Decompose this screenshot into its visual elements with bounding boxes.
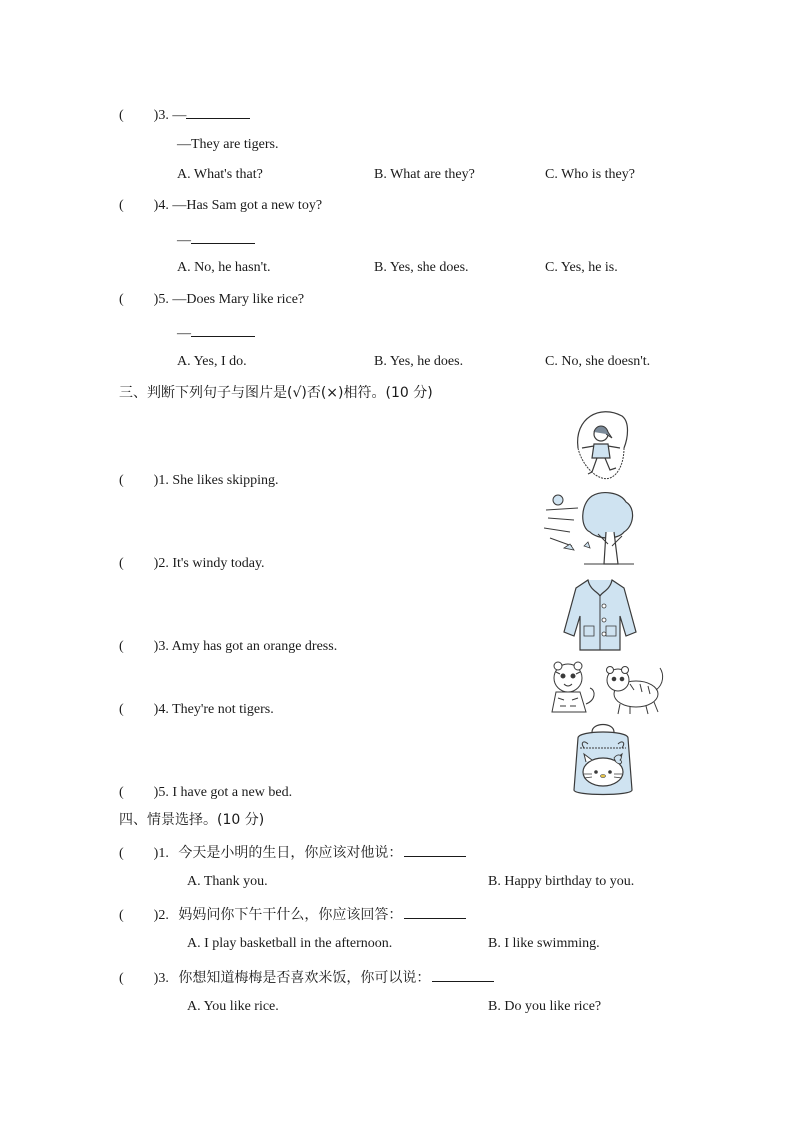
answer-blank[interactable] xyxy=(191,322,255,337)
question-number: 3. xyxy=(158,971,169,986)
scenario-2-option-b[interactable]: B. I like swimming. xyxy=(488,936,600,951)
question-number: 1. xyxy=(158,473,169,488)
school-bag-icon xyxy=(570,722,636,800)
sentence-text: Amy has got an orange dress. xyxy=(171,639,338,654)
q5-option-b[interactable]: B. Yes, he does. xyxy=(374,354,464,369)
scenario-2-option-a[interactable]: A. I play basketball in the afternoon. xyxy=(187,936,393,951)
q4-option-b[interactable]: B. Yes, she does. xyxy=(374,260,469,275)
question-number: 5. xyxy=(158,292,169,307)
girl-skipping-rope-icon xyxy=(570,408,632,484)
scenario-1-option-b[interactable]: B. Happy birthday to you. xyxy=(488,874,635,889)
answer-paren-open: ( xyxy=(119,108,124,123)
question-number: 4. xyxy=(158,702,169,717)
q4-option-a[interactable]: A. No, he hasn't. xyxy=(177,260,271,275)
answer-blank[interactable] xyxy=(404,904,466,919)
scenario-item-1: ( )1. 今天是小明的生日，你应该对他说： xyxy=(119,842,466,863)
sentence-text: They're not tigers. xyxy=(172,702,274,717)
sentence-text: I have got a new bed. xyxy=(172,785,293,800)
q4-reply-line xyxy=(177,229,255,250)
tigers-icon xyxy=(546,660,668,716)
dash: — xyxy=(177,326,191,341)
q3-option-c[interactable]: C. Who is they? xyxy=(545,167,635,182)
judge-item-4: ( )4. They're not tigers. xyxy=(119,702,274,717)
sentence-text: She likes skipping. xyxy=(172,473,279,488)
sentence-text: It's windy today. xyxy=(172,556,265,571)
scenario-1-option-a[interactable]: A. Thank you. xyxy=(187,874,268,889)
q4-question-line xyxy=(119,197,322,215)
dash: — xyxy=(177,233,191,248)
answer-blank[interactable] xyxy=(191,229,255,244)
answer-paren-close: ) xyxy=(153,108,159,123)
question-number: 3. xyxy=(158,108,169,123)
answer-paren-close: ) xyxy=(153,292,159,307)
q3-reply: —They are tigers. xyxy=(177,137,279,152)
section-3-title: 三、判断下列句子与图片是(√)否(×)相符。(10 分) xyxy=(119,385,433,401)
q5-reply-line xyxy=(177,322,255,343)
windy-tree-icon xyxy=(544,488,636,570)
scenario-item-2: ( )2. 妈妈问你下午干什么，你应该回答： xyxy=(119,904,466,925)
q3-option-a[interactable]: A. What's that? xyxy=(177,167,263,182)
answer-paren-open: ( xyxy=(119,292,124,307)
q5-option-c[interactable]: C. No, she doesn't. xyxy=(545,354,651,369)
judge-item-5: ( )5. I have got a new bed. xyxy=(119,785,293,800)
judge-item-3: ( )3. Amy has got an orange dress. xyxy=(119,639,338,654)
answer-blank[interactable] xyxy=(186,104,250,119)
answer-paren-open: ( xyxy=(119,198,124,213)
judge-item-2: ( )2. It's windy today. xyxy=(119,556,265,571)
scenario-text: 你想知道梅梅是否喜欢米饭，你可以说： xyxy=(178,970,431,986)
question-number: 4. xyxy=(158,198,169,213)
question-number: 1. xyxy=(158,846,169,861)
answer-paren-close: ) xyxy=(153,198,159,213)
question-text: —Does Mary like rice? xyxy=(172,292,305,307)
scenario-item-3: ( )3. 你想知道梅梅是否喜欢米饭，你可以说： xyxy=(119,967,494,988)
q4-option-c[interactable]: C. Yes, he is. xyxy=(545,260,618,275)
scenario-text: 今天是小明的生日，你应该对他说： xyxy=(178,845,403,861)
q3-option-b[interactable]: B. What are they? xyxy=(374,167,475,182)
dash: — xyxy=(172,108,187,123)
answer-blank[interactable] xyxy=(404,842,466,857)
question-number: 5. xyxy=(158,785,169,800)
q5-question-line xyxy=(119,291,304,309)
scenario-3-option-b[interactable]: B. Do you like rice? xyxy=(488,999,602,1014)
section-4-title: 四、情景选择。(10 分) xyxy=(119,812,265,828)
coat-icon xyxy=(562,576,638,652)
scenario-3-option-a[interactable]: A. You like rice. xyxy=(187,999,279,1014)
q5-option-a[interactable]: A. Yes, I do. xyxy=(177,354,247,369)
scenario-text: 妈妈问你下午干什么，你应该回答： xyxy=(178,907,403,923)
question-number: 3. xyxy=(158,639,169,654)
question-text: —Has Sam got a new toy? xyxy=(172,198,323,213)
question-number: 2. xyxy=(158,908,169,923)
answer-blank[interactable] xyxy=(432,967,494,982)
judge-item-1: ( )1. She likes skipping. xyxy=(119,473,279,488)
question-number: 2. xyxy=(158,556,169,571)
q3-question-line xyxy=(119,104,250,125)
